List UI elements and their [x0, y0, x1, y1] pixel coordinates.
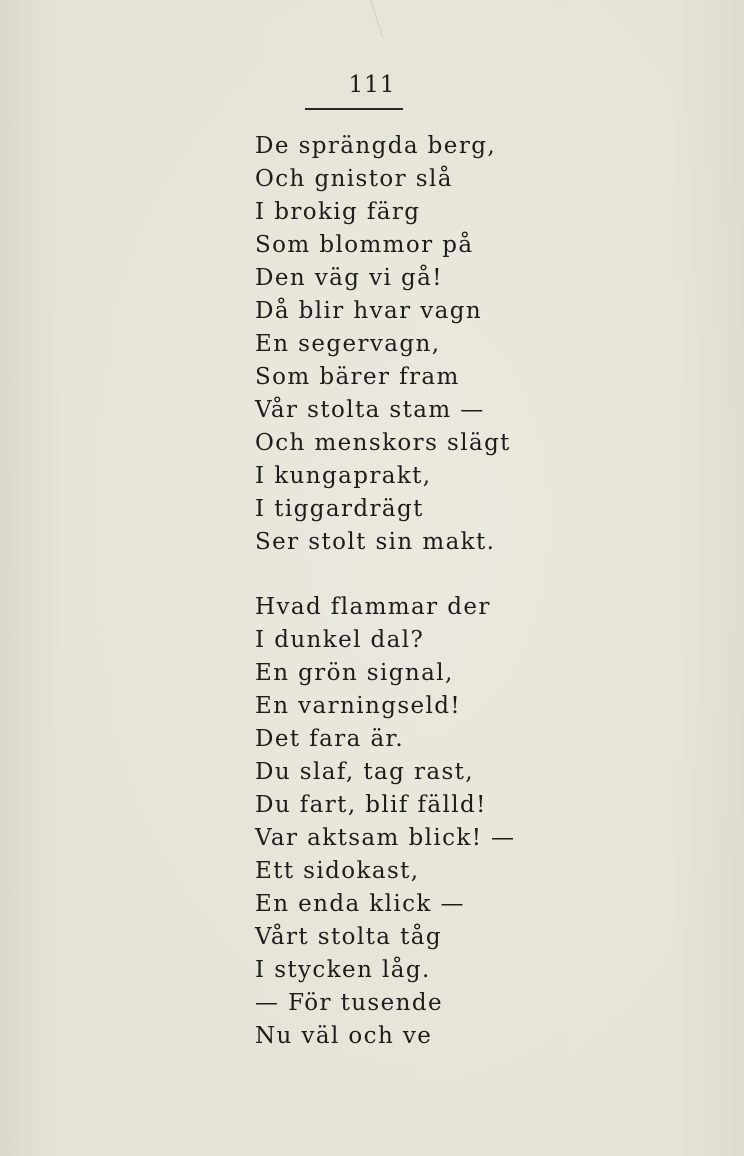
poem-line: Ser stolt sin makt.	[255, 529, 496, 555]
poem-line: De sprängda berg,	[255, 133, 497, 159]
poem-line: I tiggardrägt	[255, 496, 424, 522]
poem-line: Du slaf, tag rast,	[255, 759, 475, 785]
poem-line: Var aktsam blick! —	[255, 825, 516, 851]
poem-line: — För tusende	[255, 990, 443, 1016]
stanza-1	[255, 130, 511, 559]
stanza-2	[255, 591, 515, 1053]
poem-line: I dunkel dal?	[255, 627, 425, 653]
paper-crease	[370, 0, 383, 38]
poem-line: Du fart, blif fälld!	[255, 792, 487, 818]
poem-line: I stycken låg.	[255, 957, 431, 983]
poem-line: En segervagn,	[255, 331, 441, 357]
poem-line: En varningseld!	[255, 693, 462, 719]
poem-line: Nu väl och ve	[255, 1023, 433, 1049]
poem-line: I kungaprakt,	[255, 463, 432, 489]
poem-line: En enda klick —	[255, 891, 465, 917]
poem-line: I brokig färg	[255, 199, 421, 225]
poem-line: Vårt stolta tåg	[255, 924, 442, 950]
header-rule	[305, 108, 403, 110]
poem-line: Hvad flammar der	[255, 594, 491, 620]
poem-line: Då blir hvar vagn	[255, 298, 483, 324]
poem-line: Vår stolta stam —	[255, 397, 485, 423]
poem-line: Som bärer fram	[255, 364, 460, 390]
poem-line: Ett sidokast,	[255, 858, 420, 884]
poem-line: Som blommor på	[255, 232, 474, 258]
poem-line: En grön signal,	[255, 660, 454, 686]
page-number: 111	[348, 72, 396, 98]
poem-line: Och gnistor slå	[255, 166, 453, 192]
poem-line: Och menskors slägt	[255, 430, 511, 456]
poem-line: Den väg vi gå!	[255, 265, 443, 291]
poem-line: Det fara är.	[255, 726, 405, 752]
